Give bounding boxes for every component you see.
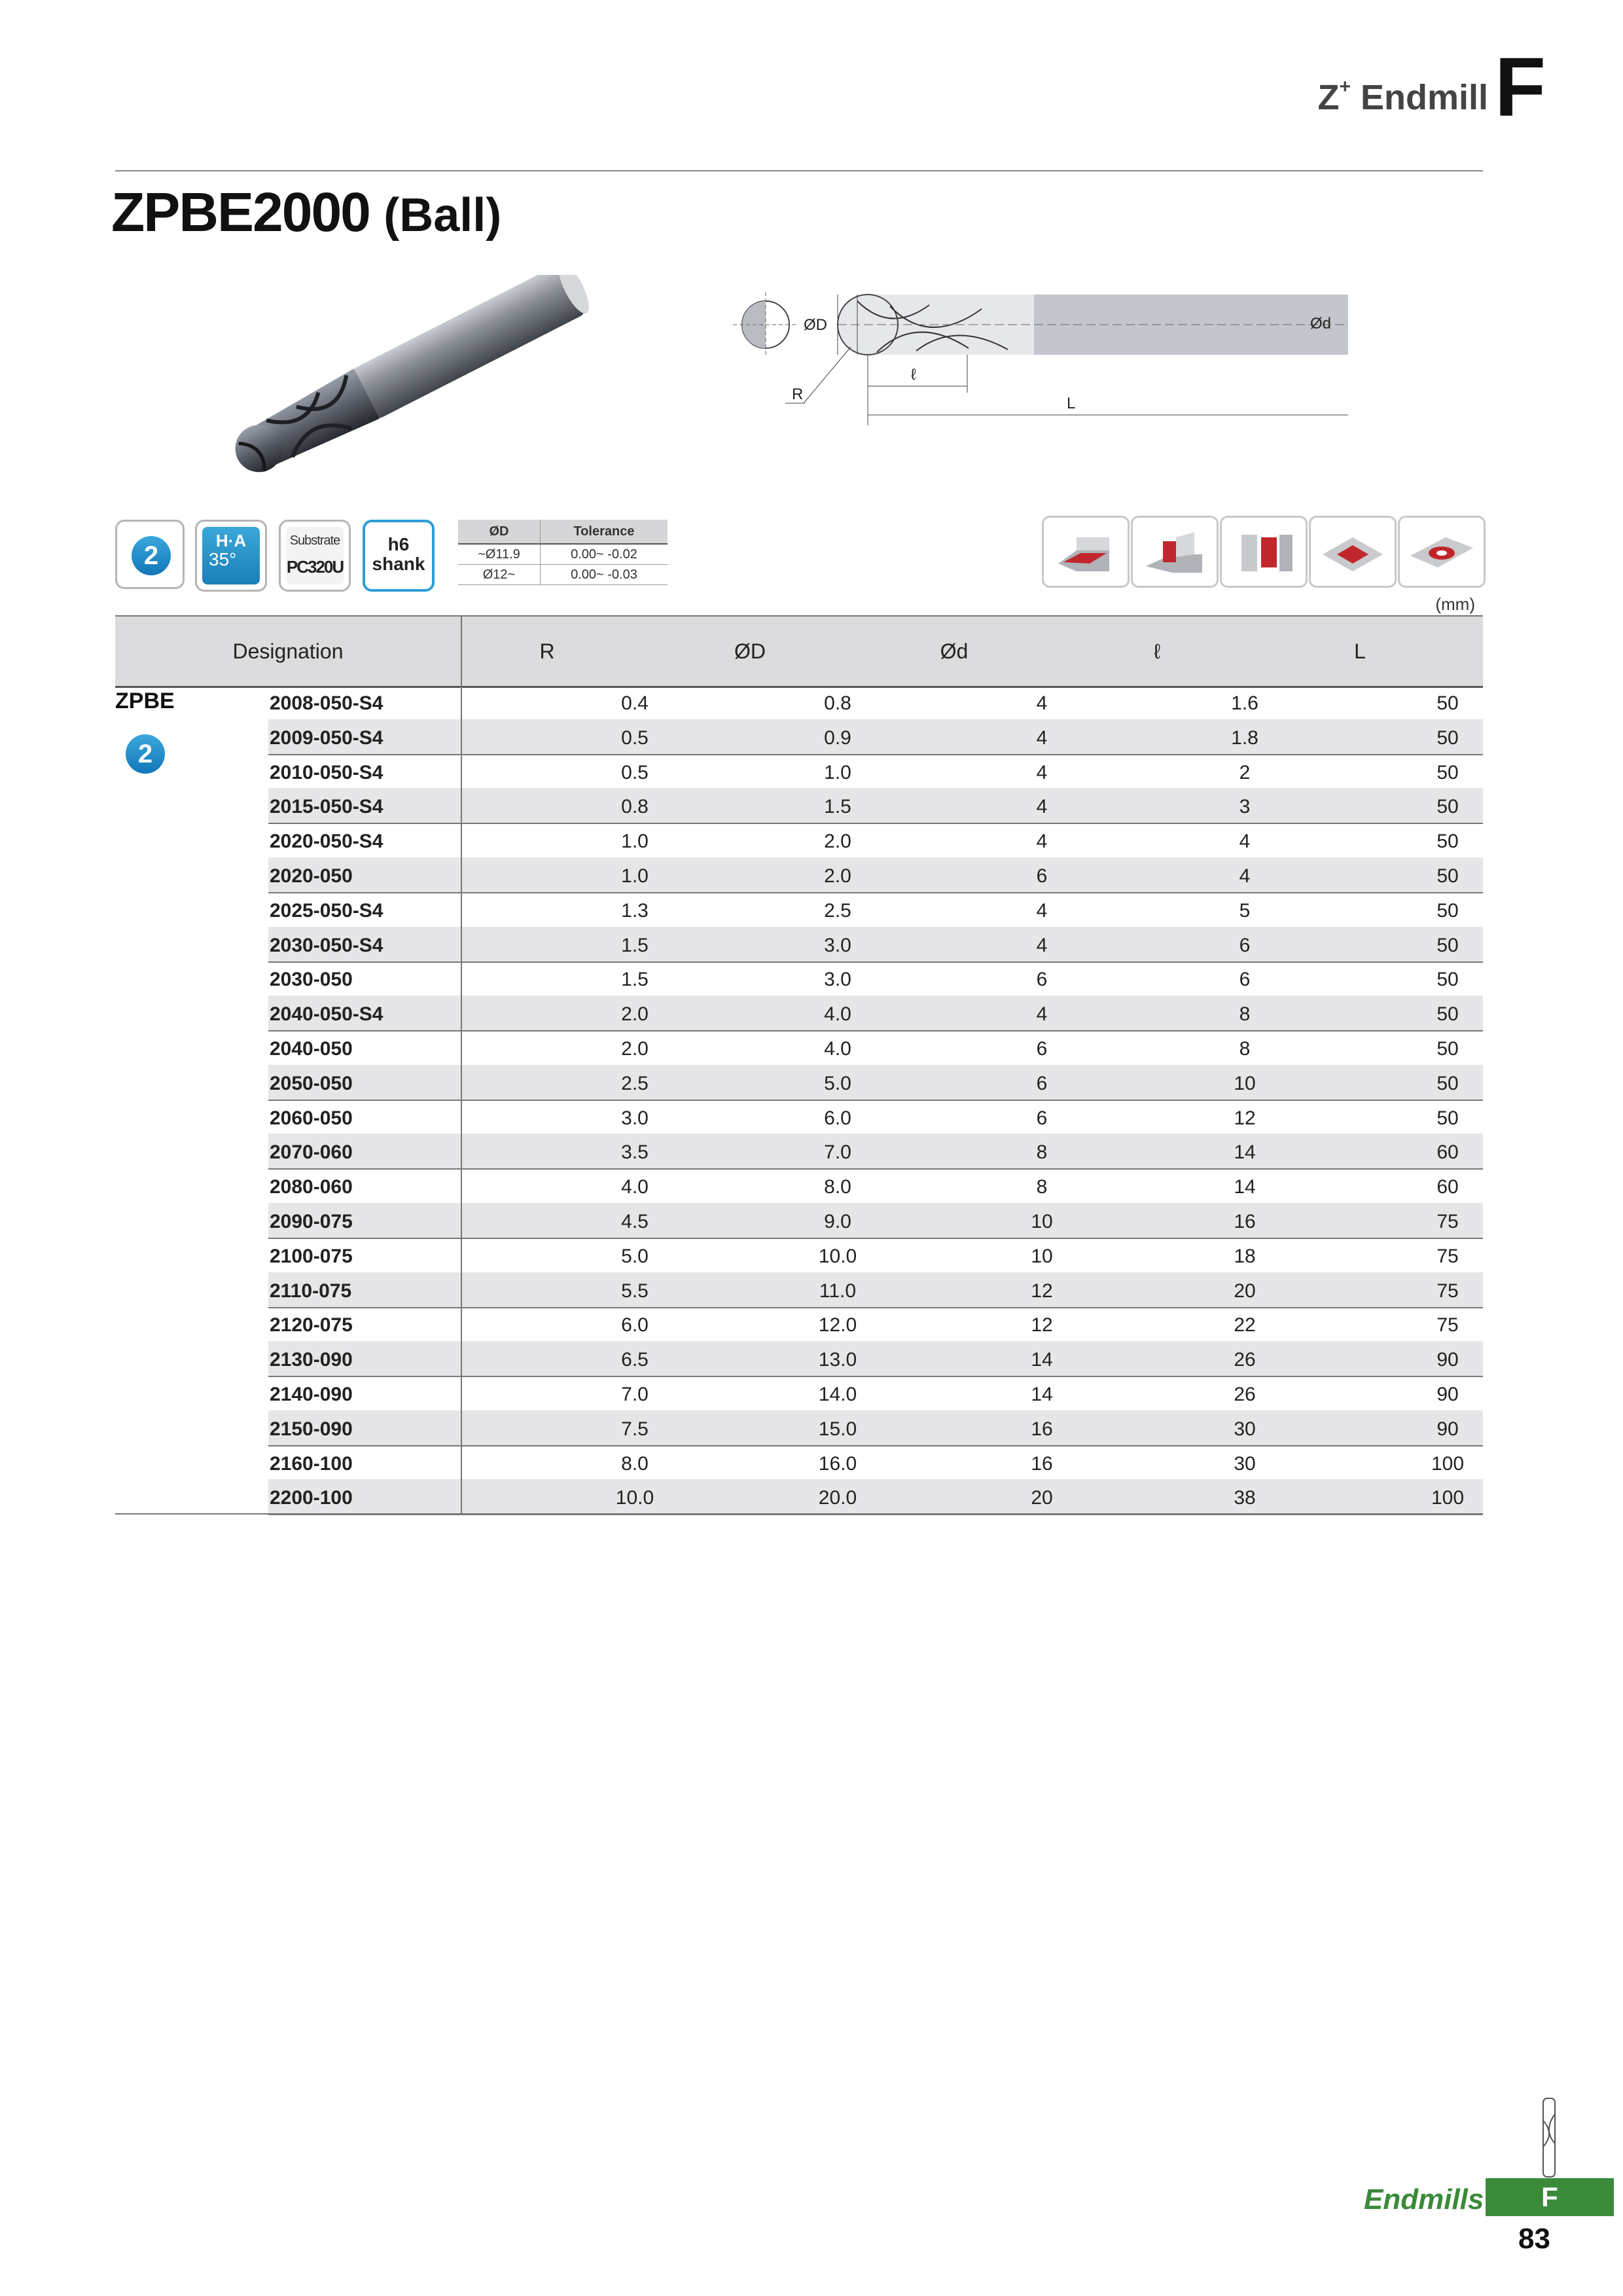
d-cell: 8	[1036, 1176, 1048, 1198]
designation-cell: 2130-090	[270, 1349, 353, 1371]
r-cell: 0.8	[621, 796, 649, 818]
d-cell: 10	[1031, 1211, 1053, 1232]
od-cell: 13.0	[818, 1349, 857, 1371]
r-cell: 5.0	[621, 1245, 649, 1267]
r-cell: 6.5	[621, 1349, 649, 1371]
table-row	[268, 1238, 1483, 1274]
pocket-icon	[1309, 516, 1397, 588]
d-cell: 12	[1031, 1280, 1053, 1302]
flute-length-cell: 1.6	[1231, 692, 1258, 714]
flute-length-cell: 38	[1234, 1487, 1256, 1509]
total-length-cell: 50	[1436, 1107, 1459, 1129]
table-row	[268, 719, 1483, 755]
r-cell: 6.0	[621, 1314, 649, 1336]
table-row	[268, 857, 1483, 893]
tolerance-range: ~Ø11.9	[458, 544, 540, 565]
r-cell: 7.0	[621, 1384, 649, 1405]
designation-cell: 2090-075	[270, 1211, 353, 1232]
endmill-thumbnail-icon	[1529, 2094, 1568, 2179]
header-d: Ød	[940, 639, 969, 663]
table-row	[268, 1376, 1483, 1412]
header-total-length: L	[1354, 639, 1366, 663]
total-length-cell: 50	[1436, 934, 1459, 956]
table-row	[268, 1065, 1483, 1101]
od-cell: 16.0	[818, 1452, 857, 1475]
total-length-cell: 50	[1436, 831, 1459, 853]
total-length-cell: 75	[1436, 1314, 1459, 1336]
r-cell: 1.0	[621, 831, 649, 853]
table-row	[268, 823, 1483, 859]
d-cell: 6	[1036, 1038, 1048, 1060]
designation-cell: 2030-050	[270, 969, 353, 991]
series-prefix: Z	[1317, 78, 1340, 117]
designation-cell: 2070-060	[270, 1141, 353, 1164]
designation-cell: 2020-050-S4	[270, 831, 383, 853]
designation-cell: 2080-060	[270, 1176, 353, 1198]
series-code: ZPBE	[115, 689, 175, 713]
dim-flute-label: ℓ	[911, 366, 916, 384]
flute-length-cell: 4	[1239, 831, 1251, 853]
flute-count-value: 2	[132, 536, 171, 575]
flute-length-cell: 26	[1234, 1349, 1256, 1371]
total-length-cell: 50	[1436, 796, 1459, 818]
table-bottom-rule	[115, 1513, 1483, 1515]
od-cell: 11.0	[819, 1280, 857, 1302]
table-row	[268, 1341, 1483, 1377]
od-cell: 12.0	[818, 1314, 857, 1336]
tolerance-table	[458, 520, 668, 585]
designation-cell: 2110-075	[270, 1280, 352, 1302]
contour-icon	[1398, 516, 1486, 588]
dim-od-label: ØD	[804, 316, 827, 334]
d-cell: 6	[1036, 969, 1048, 991]
flute-length-cell: 8	[1239, 1038, 1251, 1060]
od-cell: 2.0	[824, 865, 851, 887]
shoulder-icon	[1042, 516, 1130, 588]
r-cell: 2.5	[621, 1072, 649, 1094]
r-cell: 1.0	[621, 865, 649, 887]
series-header	[1317, 77, 1488, 118]
designation-cell: 2120-075	[270, 1314, 353, 1336]
flute-length-cell: 6	[1239, 934, 1251, 956]
side-icon	[1220, 516, 1308, 588]
designation-cell: 2009-050-S4	[270, 726, 383, 749]
dim-total-label: L	[1067, 395, 1076, 412]
od-cell: 1.5	[824, 796, 851, 818]
total-length-cell: 50	[1436, 969, 1459, 991]
substrate-panel	[286, 527, 344, 584]
d-cell: 20	[1031, 1487, 1053, 1509]
d-cell: 4	[1036, 934, 1048, 956]
total-length-cell: 100	[1431, 1452, 1465, 1475]
designation-cell: 2010-050-S4	[270, 761, 383, 783]
unit-label: (mm)	[1435, 594, 1475, 614]
slot-icon	[1131, 516, 1219, 588]
d-cell: 6	[1036, 1072, 1048, 1094]
table-row	[268, 1445, 1483, 1481]
r-cell: 5.5	[621, 1280, 649, 1302]
total-length-cell: 100	[1431, 1487, 1465, 1509]
helix-angle-value: 35°	[209, 549, 237, 569]
total-length-cell: 90	[1436, 1418, 1459, 1440]
r-cell: 1.5	[621, 969, 649, 991]
designation-cell: 2030-050-S4	[270, 934, 383, 956]
designation-cell: 2040-050	[270, 1038, 353, 1060]
table-row	[268, 1203, 1483, 1239]
tolerance-range: Ø12~	[458, 565, 540, 585]
designation-cell: 2050-050	[270, 1072, 353, 1094]
table-row	[268, 1306, 1483, 1342]
od-cell: 7.0	[824, 1141, 851, 1164]
section-letter: F	[1494, 41, 1546, 134]
flute-length-cell: 22	[1234, 1314, 1256, 1336]
table-row	[268, 754, 1483, 790]
total-length-cell: 50	[1436, 1003, 1459, 1026]
r-cell: 1.5	[621, 934, 649, 956]
tolerance-header-od: ØD	[458, 520, 540, 544]
flute-length-cell: 30	[1234, 1452, 1256, 1475]
series-flute-value: 2	[126, 734, 165, 774]
d-cell: 10	[1031, 1245, 1053, 1267]
designation-cell: 2100-075	[270, 1245, 353, 1267]
tolerance-header-row	[458, 520, 668, 544]
total-length-cell: 75	[1436, 1280, 1459, 1302]
shank-line2: shank	[372, 554, 425, 574]
od-cell: 15.0	[818, 1418, 857, 1440]
od-cell: 2.5	[824, 899, 851, 922]
header-divider	[115, 170, 1483, 171]
total-length-cell: 50	[1436, 692, 1459, 714]
total-length-cell: 90	[1436, 1384, 1459, 1405]
dim-d-label: Ød	[1310, 315, 1332, 332]
od-cell: 10.0	[818, 1245, 857, 1267]
r-cell: 0.4	[621, 692, 649, 714]
total-length-cell: 50	[1436, 899, 1459, 922]
designation-cell: 2160-100	[270, 1452, 353, 1475]
designation-cell: 2140-090	[270, 1384, 353, 1405]
substrate-value: PC320U	[286, 557, 344, 577]
tolerance-value: 0.00~ -0.02	[540, 544, 668, 565]
table-row	[268, 1030, 1483, 1066]
shank-tolerance-badge	[363, 520, 435, 592]
d-cell: 8	[1036, 1141, 1048, 1164]
r-cell: 2.0	[621, 1003, 649, 1026]
table-row	[268, 961, 1483, 997]
flute-length-cell: 1.8	[1231, 726, 1258, 749]
table-row	[268, 788, 1483, 824]
designation-cell: 2015-050-S4	[270, 796, 383, 818]
od-cell: 14.0	[818, 1384, 857, 1405]
footer-section: F	[1486, 2178, 1614, 2216]
d-cell: 4	[1036, 726, 1048, 749]
total-length-cell: 75	[1436, 1245, 1459, 1267]
header-designation: Designation	[232, 639, 344, 663]
d-cell: 16	[1031, 1418, 1053, 1440]
table-row	[268, 1272, 1483, 1308]
od-cell: 5.0	[824, 1072, 851, 1094]
d-cell: 14	[1031, 1384, 1053, 1405]
table-row	[268, 1100, 1483, 1136]
d-cell: 6	[1036, 1107, 1048, 1129]
table-row	[268, 1134, 1483, 1170]
helix-angle-badge	[195, 520, 267, 592]
title-sub: (Ball)	[383, 189, 502, 242]
od-cell: 20.0	[818, 1487, 857, 1509]
od-cell: 9.0	[824, 1211, 851, 1232]
table-row	[268, 892, 1483, 928]
r-cell: 3.0	[621, 1107, 649, 1129]
spec-table-header	[115, 615, 1483, 688]
tolerance-header-tol: Tolerance	[540, 520, 668, 544]
header-r: R	[539, 639, 555, 663]
od-cell: 4.0	[824, 1038, 851, 1060]
table-vertical-divider	[461, 615, 462, 1513]
shank-line1: h6	[387, 534, 410, 554]
od-cell: 2.0	[824, 831, 851, 853]
r-cell: 1.3	[621, 899, 649, 922]
flute-length-cell: 26	[1234, 1384, 1256, 1405]
dim-r-label: R	[792, 386, 804, 403]
table-row	[268, 927, 1483, 963]
series-flute-icon	[119, 728, 174, 783]
d-cell: 4	[1036, 899, 1048, 922]
od-cell: 1.0	[824, 761, 851, 783]
table-row	[268, 1168, 1483, 1204]
page-number: 83	[1518, 2223, 1550, 2255]
designation-cell: 2025-050-S4	[270, 899, 383, 922]
flute-length-cell: 4	[1239, 865, 1251, 887]
r-cell: 4.5	[621, 1211, 649, 1232]
r-cell: 10.0	[615, 1487, 654, 1509]
tolerance-row	[458, 565, 668, 585]
od-cell: 6.0	[824, 1107, 851, 1129]
helix-angle-panel	[202, 527, 260, 584]
d-cell: 4	[1036, 831, 1048, 853]
flute-length-cell: 10	[1234, 1072, 1256, 1094]
designation-cell: 2150-090	[270, 1418, 353, 1440]
flute-length-cell: 6	[1239, 969, 1251, 991]
page-title	[111, 181, 501, 244]
designation-cell: 2200-100	[270, 1487, 353, 1509]
endmill-photo	[164, 275, 622, 484]
r-cell: 2.0	[621, 1038, 649, 1060]
tolerance-value: 0.00~ -0.03	[540, 565, 668, 585]
d-cell: 4	[1036, 692, 1048, 714]
d-cell: 4	[1036, 761, 1048, 783]
total-length-cell: 50	[1436, 726, 1459, 749]
table-row	[268, 1479, 1483, 1515]
total-length-cell: 50	[1436, 1072, 1459, 1094]
od-cell: 0.9	[824, 726, 851, 749]
technical-drawing	[720, 275, 1348, 425]
flute-length-cell: 14	[1234, 1141, 1256, 1164]
flute-length-cell: 5	[1239, 899, 1251, 922]
designation-cell: 2020-050	[270, 865, 353, 887]
r-cell: 7.5	[621, 1418, 649, 1440]
flute-length-cell: 20	[1234, 1280, 1256, 1302]
d-cell: 4	[1036, 1003, 1048, 1026]
total-length-cell: 60	[1436, 1176, 1459, 1198]
od-cell: 3.0	[824, 969, 851, 991]
designation-cell: 2008-050-S4	[270, 692, 383, 714]
flute-length-cell: 8	[1239, 1003, 1251, 1026]
flute-length-cell: 16	[1234, 1211, 1256, 1232]
table-row	[268, 1410, 1483, 1446]
flute-length-cell: 3	[1239, 796, 1251, 818]
substrate-badge	[279, 520, 351, 592]
total-length-cell: 60	[1436, 1141, 1459, 1164]
total-length-cell: 90	[1436, 1349, 1459, 1371]
od-cell: 0.8	[824, 692, 851, 714]
header-flute-length: ℓ	[1153, 639, 1161, 663]
total-length-cell: 50	[1436, 761, 1459, 783]
r-cell: 4.0	[621, 1176, 649, 1198]
total-length-cell: 50	[1436, 865, 1459, 887]
d-cell: 14	[1031, 1349, 1053, 1371]
helix-angle-label: H·A	[215, 531, 247, 550]
od-cell: 8.0	[824, 1176, 851, 1198]
d-cell: 12	[1031, 1314, 1053, 1336]
series-name: Endmill	[1360, 78, 1488, 117]
r-cell: 8.0	[621, 1452, 649, 1475]
total-length-cell: 75	[1436, 1211, 1459, 1232]
d-cell: 16	[1031, 1452, 1053, 1475]
flute-length-cell: 14	[1234, 1176, 1256, 1198]
flute-length-cell: 30	[1234, 1418, 1256, 1440]
designation-cell: 2040-050-S4	[270, 1003, 383, 1026]
series-sup: +	[1339, 76, 1351, 98]
r-cell: 3.5	[621, 1141, 649, 1164]
od-cell: 4.0	[824, 1003, 851, 1026]
r-cell: 0.5	[621, 761, 649, 783]
substrate-label: Substrate	[289, 533, 340, 548]
d-cell: 4	[1036, 796, 1048, 818]
header-od: ØD	[734, 639, 766, 663]
d-cell: 6	[1036, 865, 1048, 887]
flute-length-cell: 2	[1239, 761, 1251, 783]
designation-cell: 2060-050	[270, 1107, 353, 1129]
total-length-cell: 50	[1436, 1038, 1459, 1060]
flute-length-cell: 18	[1234, 1245, 1256, 1267]
title-main: ZPBE2000	[111, 181, 370, 243]
flute-length-cell: 12	[1234, 1107, 1256, 1129]
table-row	[268, 685, 1483, 721]
od-cell: 3.0	[824, 934, 851, 956]
table-row	[268, 996, 1483, 1031]
r-cell: 0.5	[621, 726, 649, 749]
tolerance-row	[458, 544, 668, 565]
flute-count-badge	[115, 520, 185, 589]
footer-category: Endmills	[1364, 2183, 1484, 2215]
